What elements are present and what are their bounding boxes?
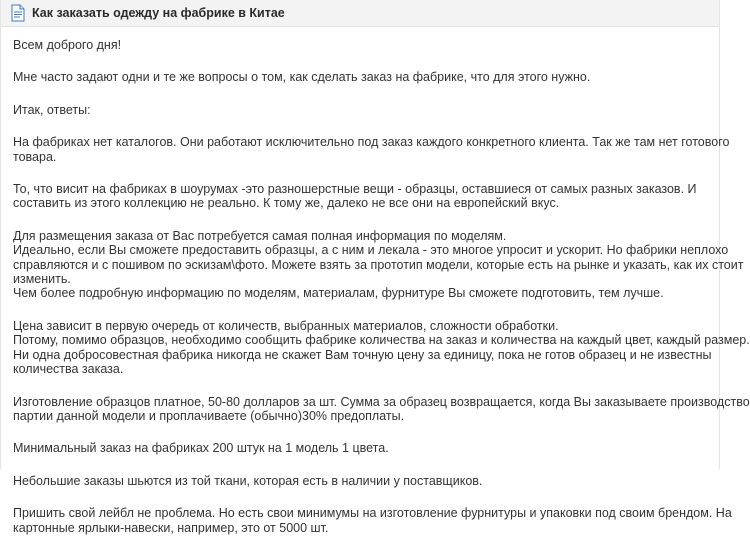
post-paragraph [13, 103, 709, 117]
post-body [13, 38, 750, 553]
paragraph-line: составить из этого коллекцию не реально. К тому же, далеко не все они на европейский вкус. [13, 196, 560, 211]
paragraph-line: товара. [13, 149, 57, 164]
paragraph-line: Небольшие заказы шьются из той ткани, которая есть в наличии у поставщиков. [13, 473, 483, 488]
post-header [1, 0, 719, 27]
post-paragraph [13, 474, 709, 488]
paragraph-line: Мне часто задают одни и те же вопросы о том, как сделать заказ на фабрике, что для этого нужно. [13, 70, 591, 85]
post-paragraph [13, 506, 732, 535]
post-paragraph [13, 228, 744, 301]
paragraph-line: изменить. [13, 272, 71, 287]
paragraph-line: Потому, помимо образцов, необходимо сообщить фабрике количества на заказ и количества на каждый цвет, каждый размер. [13, 333, 750, 348]
paragraph-line: Цена зависит в первую очередь от количеств, выбранных материалов, сложности обработки. [13, 318, 559, 333]
post-paragraph [13, 441, 709, 455]
paragraph-line: Для размещения заказа от Вас потребуется самая полная информация по моделям. [13, 228, 507, 243]
paragraph-line: картонные ярлыки-навески, например, это от 5000 шт. [13, 520, 329, 535]
paragraph-line: количества заказа. [13, 362, 124, 377]
post-paragraph [13, 135, 730, 164]
paragraph-line: партии данной модели и проплачиваете (обычно)30% предоплаты. [13, 408, 405, 423]
paragraph-line: На фабриках нет каталогов. Они работают исключительно под заказ каждого конкретного клиента. Так же там нет готового [13, 135, 730, 150]
paragraph-line: Ни одна добросовестная фабрика никогда не скажет Вам точную цену за единицу, пока не готов образец и не известны [13, 347, 712, 362]
post-paragraph [13, 38, 709, 52]
paragraph-line: То, что висит на фабриках в шоурумах -это разношерстные вещи - образцы, оставшиеся от самых разных заказов. И [13, 182, 697, 197]
paragraph-line: Чем более подробную информацию по моделям, материалам, фурнитуре Вы сможете подготовить, тем лучше. [13, 286, 664, 301]
document-icon [10, 4, 26, 22]
post-title[interactable]: Как заказать одежду на фабрике в Китае [32, 6, 285, 20]
post-paragraph [13, 318, 750, 377]
post-paragraph [13, 70, 709, 84]
paragraph-line: Изготовление образцов платное, 50-80 долларов за шт. Сумма за образец возвращается, когда Вы заказываете производство [13, 394, 750, 409]
post-paragraph [13, 182, 709, 211]
paragraph-line: Всем доброго дня! [13, 38, 122, 52]
paragraph-line: Пришить свой лейбл не проблема. Но есть свои минимумы на изготовление фурнитуры и упаковки под своим брендом. На [13, 506, 732, 521]
paragraph-line: Итак, ответы: [13, 102, 91, 117]
post-paragraph [13, 394, 750, 424]
paragraph-line: Минимальный заказ на фабриках 200 штук на 1 модель 1 цвета. [13, 441, 389, 456]
paragraph-line: справляются и с пошивом по эскизам\фото. Можете взять за прототип модели, которые есть на рынке и указать, как их стоит [13, 257, 744, 272]
paragraph-line: Идеально, если Вы сможете предоставить образцы, а с ним и лекала - это многое упросит и ускорит. Но фабрики неплохо [13, 243, 729, 258]
